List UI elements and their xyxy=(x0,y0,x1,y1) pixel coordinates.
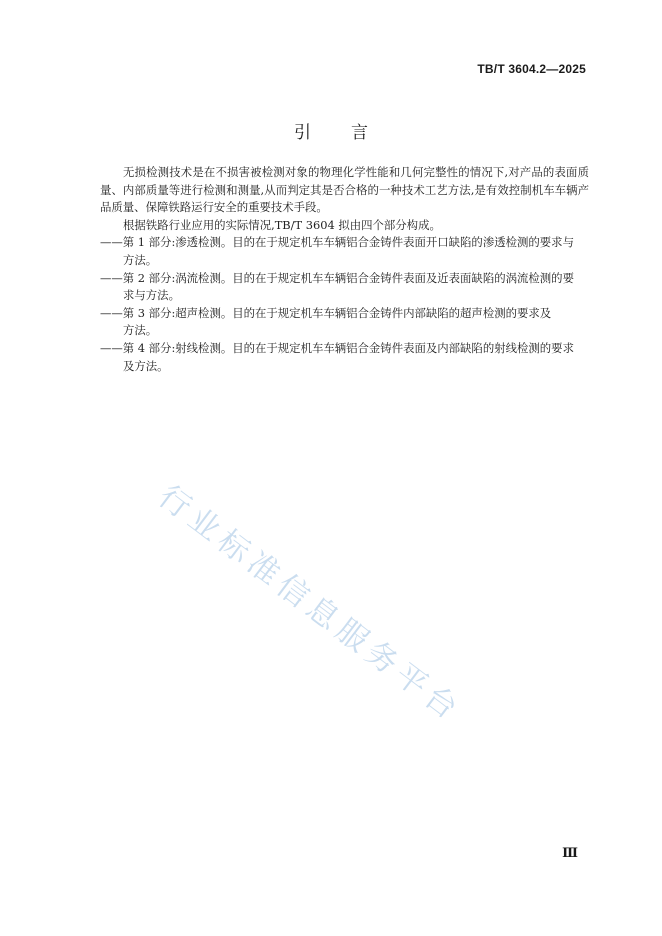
part-1-text: ——第 1 部分:渗透检测。目的在于规定机车车辆铝合金铸件表面开口缺陷的渗透检测的要求与 xyxy=(100,235,574,250)
part-3-text: ——第 3 部分:超声检测。目的在于规定机车车辆铝合金铸件内部缺陷的超声检测的要求及 xyxy=(100,305,552,320)
part-list-item-2 xyxy=(100,270,589,305)
part-4-text-cont: 及方法。 xyxy=(123,358,169,373)
part-list-item-1 xyxy=(100,234,589,269)
part-1-text-cont: 方法。 xyxy=(123,252,158,267)
body-text xyxy=(100,164,589,375)
part-list-item-4 xyxy=(100,340,589,375)
part-3-text-cont: 方法。 xyxy=(123,323,158,338)
part-2-text: ——第 2 部分:涡流检测。目的在于规定机车车辆铝合金铸件表面及近表面缺陷的涡流检测的要 xyxy=(100,270,574,285)
page-title: 引言 xyxy=(294,123,408,143)
page-number: Ⅲ xyxy=(562,846,577,861)
intro-paragraph: 无损检测技术是在不损害被检测对象的物理化学性能和几何完整性的情况下,对产品的表面质量、内部质量等进行检测和测量,从而判定其是否合格的一种技术工艺方法,是有效控制机车车辆产品质量、保障铁路运行安全的重要技术手段。 xyxy=(100,165,589,215)
part-list-item-3 xyxy=(100,305,589,340)
part-2-text-cont: 求与方法。 xyxy=(123,288,180,303)
standard-number: TB/T 3604.2—2025 xyxy=(477,62,586,76)
part-4-text: ——第 4 部分:射线检测。目的在于规定机车车辆铝合金铸件表面及内部缺陷的射线检测的要求 xyxy=(100,340,574,355)
structure-paragraph: 根据铁路行业应用的实际情况,TB/T 3604 拟由四个部分构成。 xyxy=(123,217,441,232)
watermark: 行业标准信息服务平台 xyxy=(151,478,469,730)
